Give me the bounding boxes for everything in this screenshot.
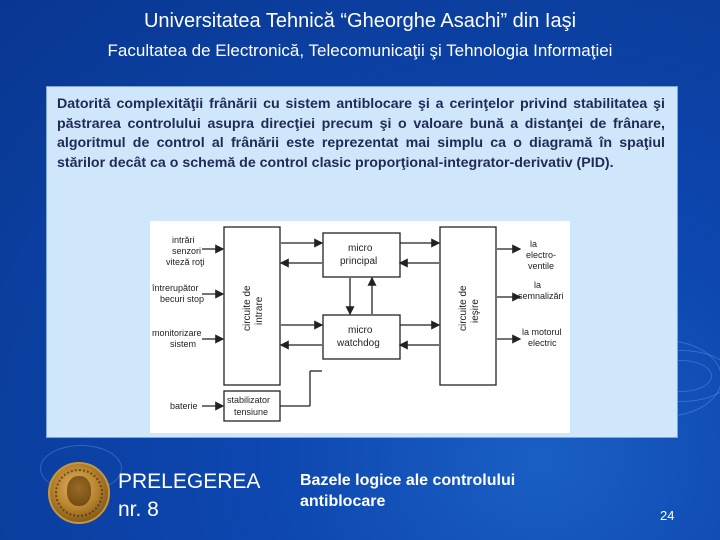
- input-block-label-2: intrare: [254, 296, 265, 325]
- input-switch-label-1: întrerupător: [152, 283, 199, 293]
- input-sensors-label-2: senzori: [172, 246, 202, 256]
- slide-title: Universitatea Tehnică “Gheorghe Asachi” din Iaşi: [143, 10, 577, 32]
- output-valves-label-1: la: [530, 239, 538, 249]
- input-sensors-label-1: intrări: [172, 235, 195, 245]
- body-paragraph: Datorită complexităţii frânării cu sistem antiblocare şi a cerinţelor privind stabilitatea şi păstrarea controlului asupra direcţiei precum şi o valoare bună a distanţei de frânare, algoritmul de control al frânării este reprezentat mai simplu ca o diagramă în spaţiul stărilor decât ca o schemă de control clasic proporţional-integrator-derivativ (PID).: [57, 96, 665, 171]
- output-valves-label-3: ventile: [528, 261, 555, 271]
- output-relay-label-1: la: [534, 280, 542, 290]
- output-motor-label-1: la motorul: [522, 327, 562, 337]
- medal-portrait: [67, 476, 91, 506]
- output-block-label-1: circuite de: [458, 285, 469, 331]
- slide-subtitle: Facultatea de Electronică, Telecomunicaţii şi Tehnologia Informaţiei: [107, 41, 613, 60]
- lecture-topic: [300, 470, 590, 512]
- lecture-title: PRELEGEREA: [118, 470, 261, 493]
- input-monitoring-label-2: sistem: [170, 339, 197, 349]
- main-micro-label-1: micro: [348, 243, 373, 254]
- lecture-label: [118, 468, 260, 524]
- output-block-label-2: ieşire: [470, 299, 481, 323]
- main-micro-block: [323, 233, 400, 277]
- output-valves-label-2: electro-: [526, 250, 557, 260]
- output-relay-label-2: semnalizări: [518, 291, 564, 301]
- input-sensors-label-3: viteză roţi: [166, 257, 205, 267]
- main-micro-label-2: principal: [340, 256, 378, 267]
- stabilizer-label-1: stabilizator: [227, 395, 271, 405]
- input-monitoring-label-1: monitorizare: [152, 328, 202, 338]
- input-block-label-1: circuite de: [242, 285, 253, 331]
- university-medal-logo: [48, 462, 110, 524]
- input-switch-label-2: becuri stop: [160, 294, 205, 304]
- watchdog-micro-label-1: micro: [348, 325, 373, 336]
- output-motor-label-2: electric: [528, 338, 557, 348]
- lecture-topic-text: Bazele logice ale controlului antiblocare: [300, 472, 516, 510]
- content-panel: [46, 86, 678, 438]
- input-battery-label: baterie: [170, 401, 198, 411]
- lecture-number: nr. 8: [118, 498, 159, 521]
- stabilizer-label-2: tensiune: [234, 407, 269, 417]
- watchdog-micro-label-2: watchdog: [337, 338, 380, 349]
- diagram-svg: [150, 221, 570, 433]
- abs-block-diagram: [150, 221, 570, 433]
- watchdog-micro-block: [323, 315, 400, 359]
- page-number: 24: [660, 508, 675, 523]
